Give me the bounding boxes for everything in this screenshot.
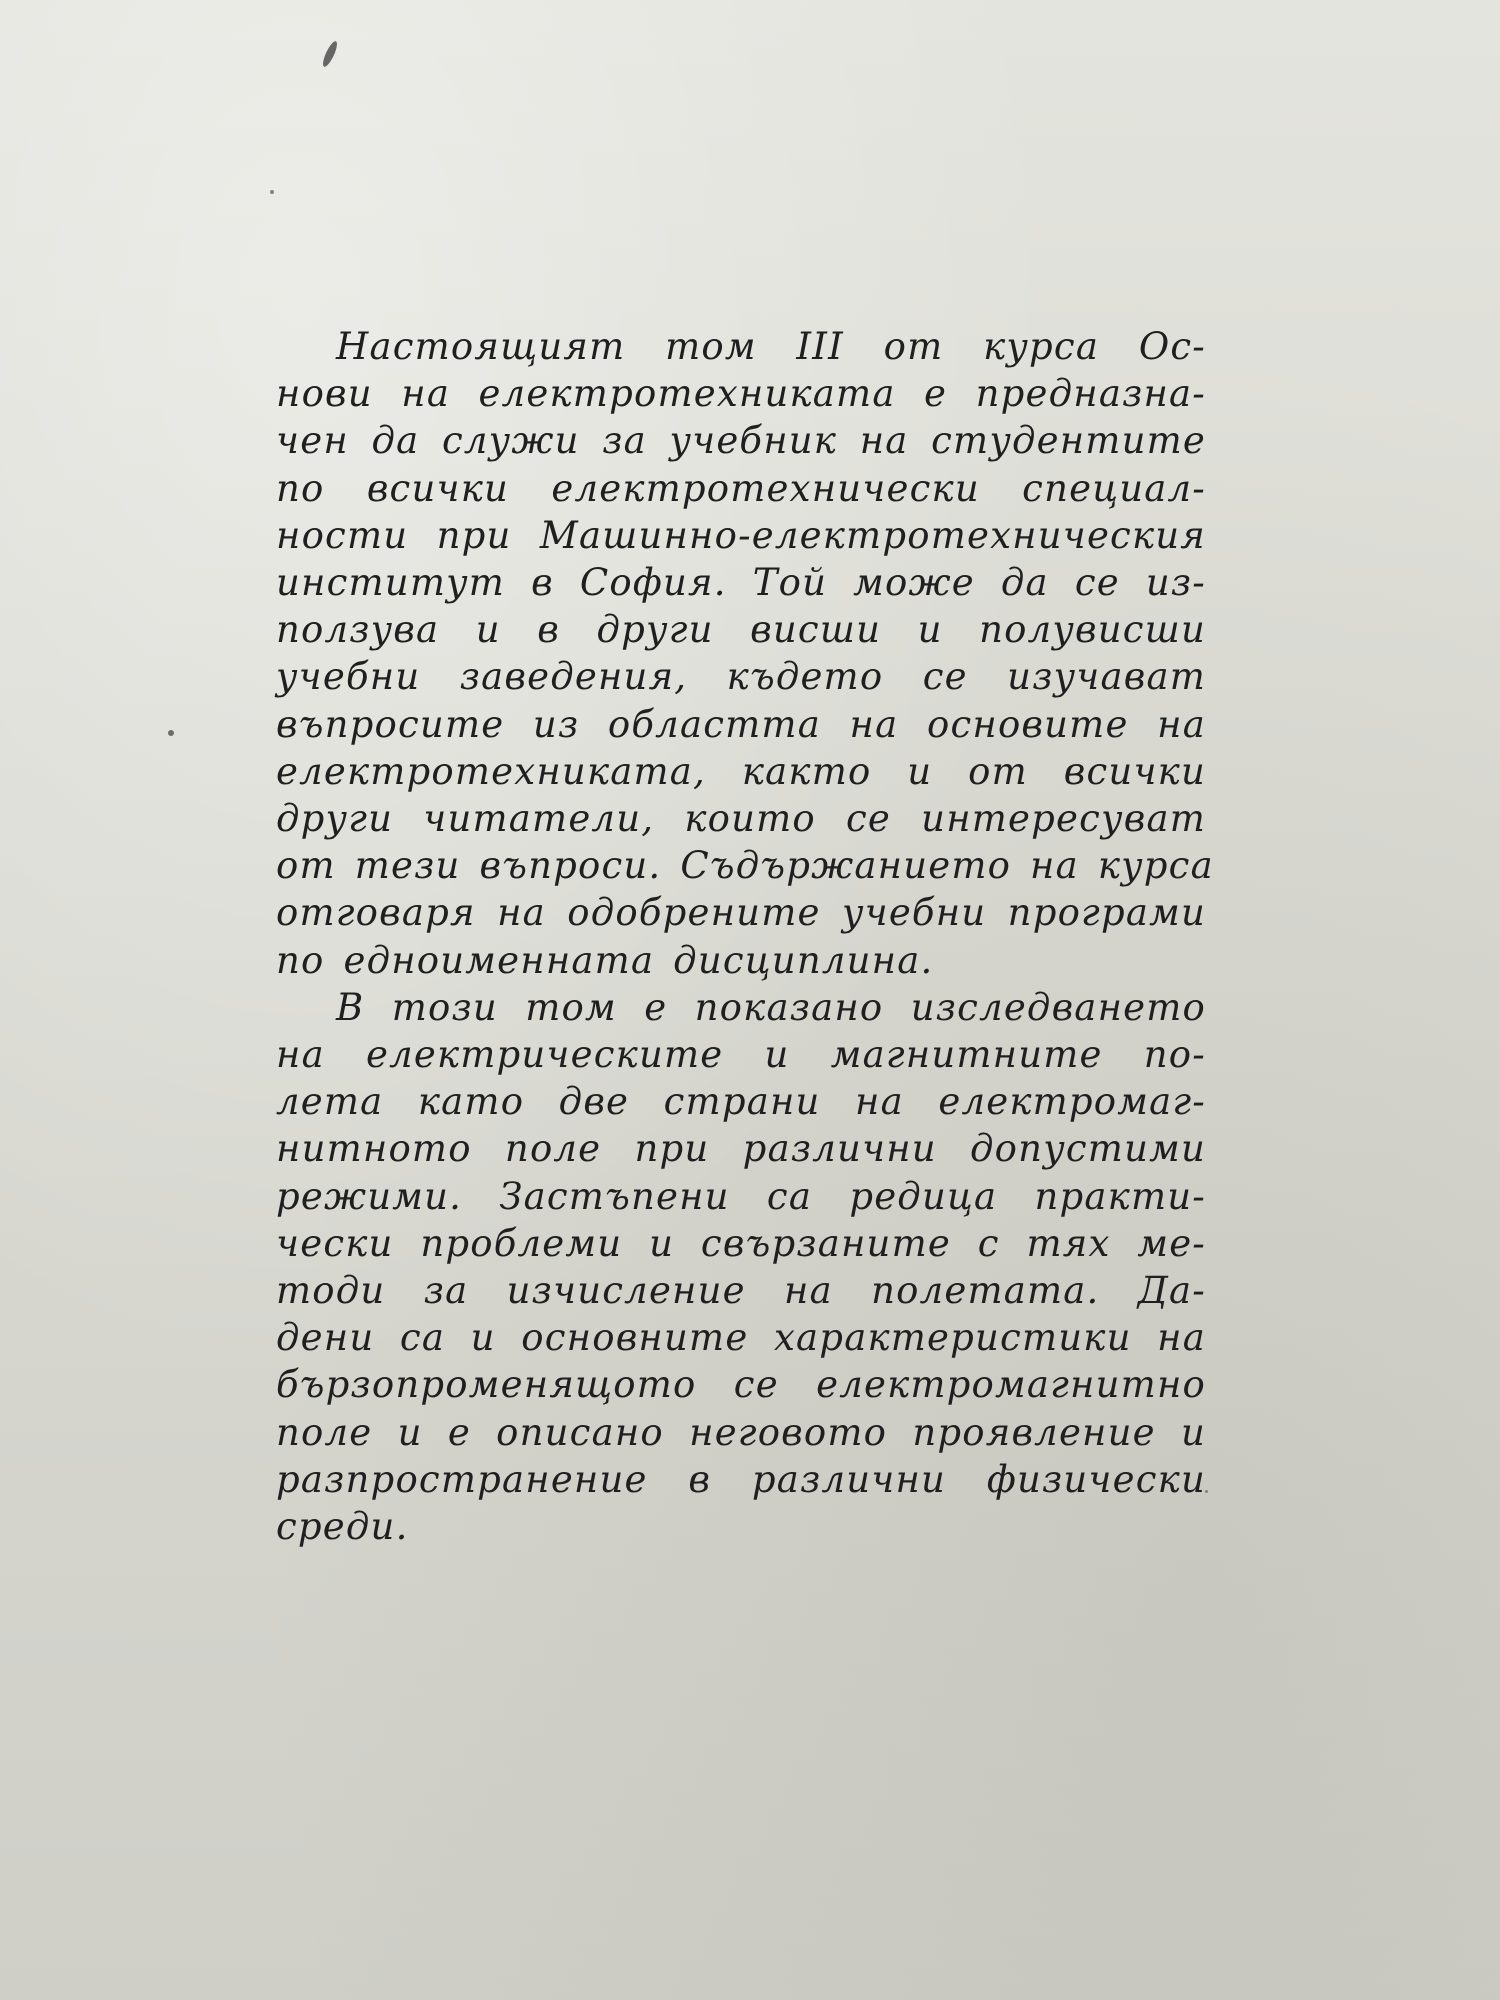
text-line: учебни заведения, където се изучават: [276, 655, 1206, 699]
text-line: среди.: [276, 1505, 409, 1549]
text-line: нитното поле при различни допустими: [276, 1127, 1206, 1171]
text-line: въпросите из областта на основите на: [276, 702, 1206, 746]
text-line: чен да служи за учебник на студентите: [276, 419, 1206, 463]
text-line: по едноименната дисциплина.: [276, 938, 934, 982]
text-line: лета като две страни на електромаг-: [276, 1080, 1206, 1124]
text-line: от тези въпроси. Съдържанието на курса: [276, 844, 1214, 888]
paragraph-2: [276, 984, 1206, 1550]
text-line: дени са и основните характеристики на: [276, 1316, 1206, 1360]
text-line: разпространение в различни физически: [276, 1457, 1206, 1501]
text-line: чески проблеми и свързаните с тях ме-: [276, 1221, 1206, 1265]
text-line: ности при Машинно-електротехническия: [276, 513, 1206, 557]
text-line: нови на електротехниката е предназна-: [276, 372, 1206, 416]
text-line: тоди за изчисление на полетата. Да-: [276, 1269, 1206, 1313]
text-line: отговаря на одобрените учебни програми: [276, 891, 1206, 935]
text-line: електротехниката, както и от всички: [276, 749, 1206, 793]
annotation-text: [276, 323, 1214, 1550]
text-line: поле и е описано неговото проявление и: [276, 1410, 1206, 1454]
text-line: институт в София. Той може да се из-: [276, 561, 1206, 605]
ink-speck: [168, 730, 174, 736]
text-line: ползува и в други висши и полувисши: [276, 608, 1206, 652]
text-line: бързопроменящото се електромагнитно: [276, 1363, 1206, 1407]
text-line: други читатели, които се интересуват: [276, 797, 1206, 841]
ink-speck: [320, 40, 339, 69]
text-line: на електрическите и магнитните по-: [276, 1033, 1206, 1077]
text-line: Настоящият том III от курса Ос-: [336, 325, 1206, 368]
text-line: по всички електротехнически специал-: [276, 466, 1206, 510]
text-line: режими. Застъпени са редица практи-: [276, 1174, 1206, 1218]
paragraph-1: [276, 323, 1214, 984]
ink-speck: [270, 190, 274, 194]
text-line: В този том е показано изследването: [336, 985, 1206, 1029]
